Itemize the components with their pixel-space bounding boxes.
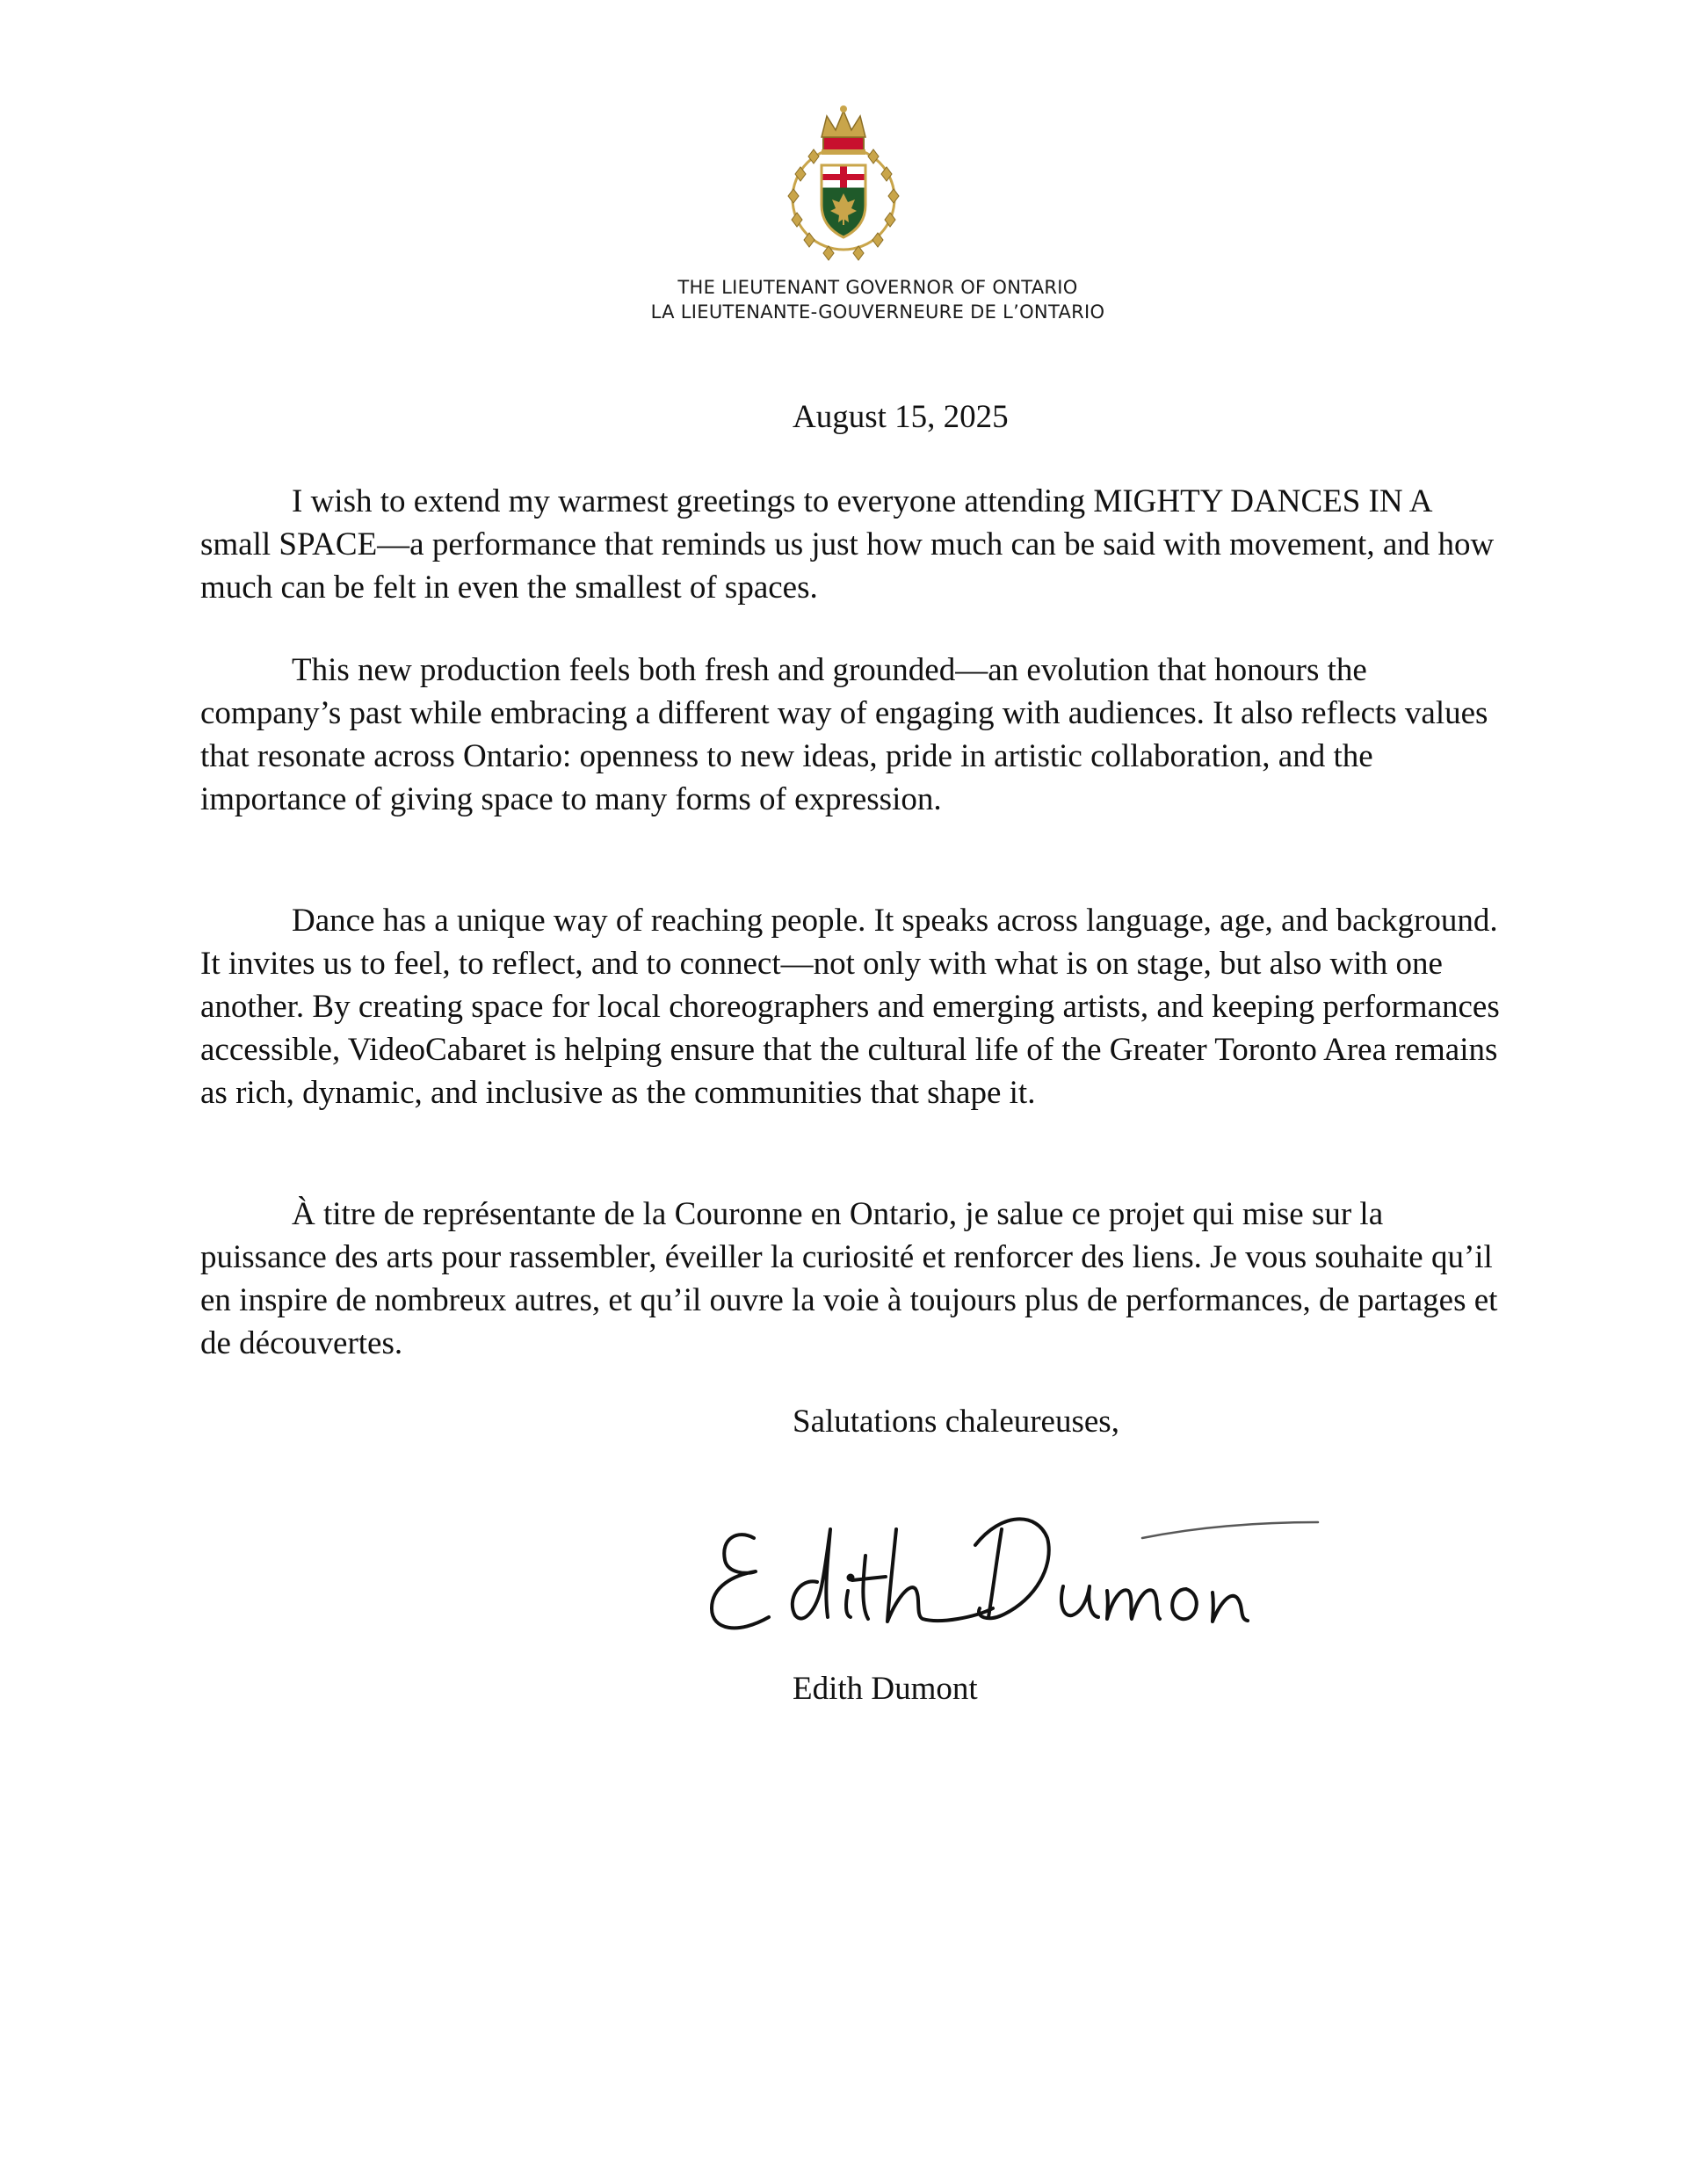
office-title-french: LA LIEUTENANTE-GOUVERNEURE DE L’ONTARIO (650, 301, 1105, 323)
handwritten-signature (685, 1477, 1327, 1670)
letterhead (0, 104, 1687, 324)
letter-paragraph-2: This new production feels both fresh and grounded—an evolution that honours the company’s past while embracing a different way of engaging with audiences. It also reflects values that resonate across Ontario: openness to new ideas, pride in artistic collaboration, and the importance of giving space to many forms of expression. (200, 652, 1488, 817)
letter-paragraph-1: I wish to extend my warmest greetings to everyone attending MIGHTY DANCES IN A small SPACE—a performance that reminds us just how much can be said with movement, and how much can be felt in even the smallest of spaces. (200, 483, 1495, 606)
ontario-viceregal-crest-icon (769, 104, 918, 266)
office-title-english: THE LIEUTENANT GOVERNOR OF ONTARIO (677, 277, 1078, 298)
letter-paragraph-3: Dance has a unique way of reaching people. It speaks across language, age, and background. It invites us to feel, to reflect, and to connect—not only with what is on stage, but also with one another. By creating space for local choreographers and emerging artists, and keeping performances accessible, VideoCabaret is helping ensure that the cultural life of the Greater Toronto Area remains as rich, dynamic, and inclusive as the communities that shape it. (200, 903, 1500, 1111)
letter-date: August 15, 2025 (793, 399, 1009, 435)
signer-name: Edith Dumont (793, 1671, 978, 1707)
letter-closing: Salutations chaleureuses, (793, 1404, 1119, 1440)
letter-paragraph-4: À titre de représentante de la Couronne en Ontario, je salue ce projet qui mise sur la puissance des arts pour rassembler, éveiller la curiosité et renforcer des liens. Je vous souhaite qu’il en inspire de nombreux autres, et qu’il ouvre la voie à toujours plus de performances, de partages et de découvertes. (200, 1196, 1498, 1361)
